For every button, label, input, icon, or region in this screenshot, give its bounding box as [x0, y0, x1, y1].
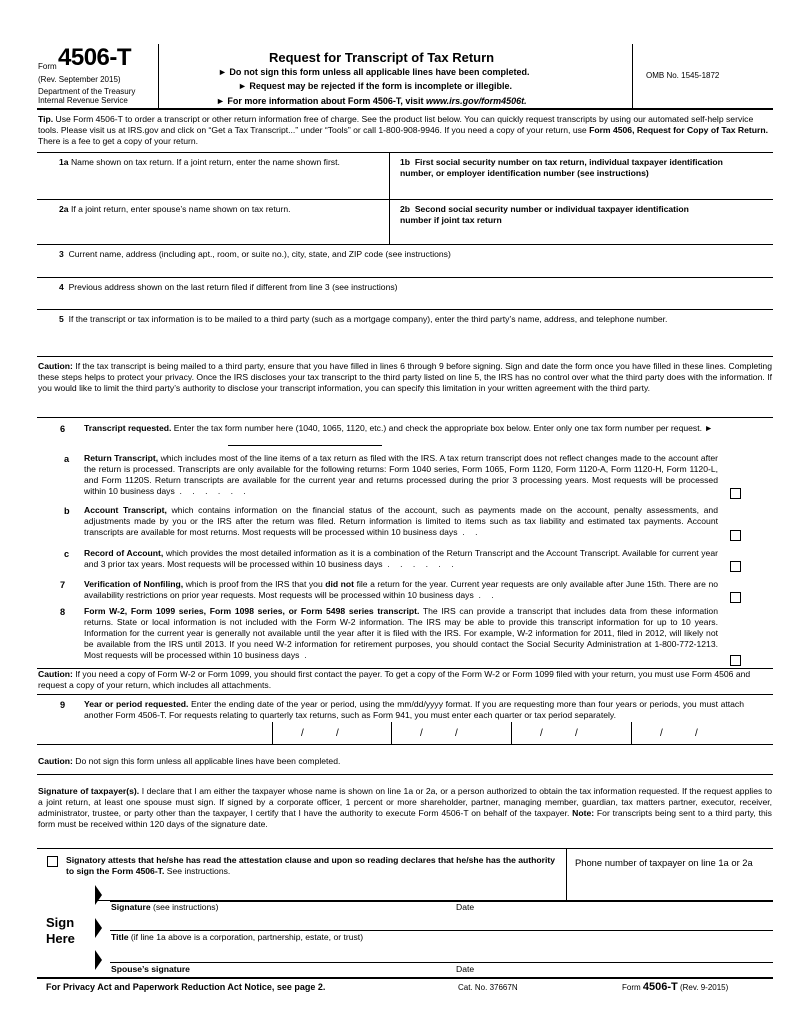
caution-third-party: Caution: If the tax transcript is being mailed to a third party, ensure that you have filled in lines 6 through 9 before signing. Sign and date the form once you have filled in these lines. Completing these steps helps to protect your privacy. Once the IRS discloses your tax transcript to the third party listed on line 5, the IRS has no control over what the third party does with the information. If you would like to limit the third party’s authority to disclose your transcript information, you can specify this limitation in your written agreement with the third party. — [38, 361, 772, 393]
line-6c-letter: c — [64, 549, 70, 559]
form-number: 4506-T — [58, 44, 132, 71]
department: Department of the Treasury — [38, 87, 136, 96]
line-1b[interactable]: 1b First social security number on tax return, individual taxpayer identification number, or employer identification number (see instructions) — [400, 157, 723, 178]
spouse-date-caption: Date — [456, 964, 475, 974]
line-1a[interactable]: 1a Name shown on tax return. If a joint return, enter the name shown first. — [59, 157, 340, 167]
attestation-text: Signatory attests that he/she has read the attestation clause and upon so reading declares that he/she has the authority to sign the Form 4506-T. See instructions. — [66, 855, 556, 876]
signature-declaration: Signature of taxpayer(s). I declare that I am either the taxpayer whose name is shown on line 1a or 2a, or a person authorized to obtain the tax information requested. If the request applies to a joint return, at least one spouse must sign. If signed by a corporate officer, 1 percent or more shareholder, partner, managing member, guardian, tax matters partner, executor, receiver, administrator, trustee, or party other than the taxpayer, I certify that I have the authority to execute Form 4506-T on behalf of the taxpayer. Note: For transcripts being sent to a third party, this form must be received within 120 days of the signature date. — [38, 786, 772, 829]
tip-paragraph: Tip. Use Form 4506-T to order a transcript or other return information free of charge. See the product list below. You can quickly request transcripts by using our automated self-help service tools. Please visit us at IRS.gov and click on “Get a Tax Transcript...” under “Tools” or call 1-800-908-9946. If you need a copy of your return, use Form 4506, Request for Copy of Tax Return. There is a fee to get a copy of your return. — [38, 114, 768, 146]
signature-field[interactable] — [110, 884, 440, 900]
caution-w2-copy: Caution: If you need a copy of Form W-2 or Form 1099, you should first contact the payer. To get a copy of the Form W-2 or Form 1099 filed with your return, you must use Form 4506 and request a copy of your return, which includes all attachments. — [38, 669, 751, 690]
signature-caption: Signature (see instructions) — [111, 902, 219, 912]
line-3[interactable]: 3 Current name, address (including apt., room, or suite no.), city, state, and ZIP code (see instructions) — [59, 249, 451, 259]
title-field[interactable] — [110, 913, 710, 929]
instruction-bullet: ► Do not sign this form unless all applicable lines have been completed. — [218, 67, 530, 77]
line-2b[interactable]: 2b Second social security number or individual taxpayer identification number if joint tax return — [400, 204, 689, 225]
phone-number-field[interactable]: Phone number of taxpayer on line 1a or 2a — [575, 857, 753, 868]
return-transcript-checkbox[interactable] — [730, 488, 741, 499]
date-caption: Date — [456, 902, 475, 912]
line-8-number: 8 — [60, 607, 66, 617]
instruction-bullet: ► Request may be rejected if the form is incomplete or illegible. — [238, 81, 512, 91]
record-of-account-checkbox[interactable] — [730, 561, 741, 572]
spouse-arrow-icon — [95, 950, 102, 970]
period-field-3[interactable]: / / — [540, 728, 578, 739]
line-6a-text: Return Transcript, which includes most of the line items of a tax return as filed with the IRS. A tax return transcript does not reflect changes made to the account after the return is processed. Transcripts are only available for the following returns: Form 1040 series, Form 1065, Form 1120, Form 1120-A, Form 1120-H, Form 1120-L, and Form 1120S. Return transcripts are available for the current year and returns processed during the prior 3 processing years. Most requests will be processed within 10 business days . . . . . . — [84, 453, 718, 496]
line-8-text: Form W-2, Form 1099 series, Form 1098 series, or Form 5498 series transcript. The IRS can provide a transcript that includes data from these information returns. State or local information is not included with the Form W-2 information. The IRS may be able to provide this transcript information for up to 10 years. Information for the current year is generally not available until the year after it is filed with the IRS. For example, W-2 information for 2011, filed in 2012, will likely not be available from the IRS until 2013. If you need W-2 information for retirement purposes, you should contact the Social Security Administration at 1-800-772-1213. Most requests will be processed within 10 business days . — [84, 606, 718, 660]
w2-1099-transcript-checkbox[interactable] — [730, 655, 741, 666]
period-field-1[interactable]: / / — [301, 728, 339, 739]
sign-arrow-icon — [95, 885, 102, 905]
line-6c-text: Record of Account, which provides the most detailed information as it is a combination of the Return Transcript and the Account Transcript. Available for current year and 3 prior tax years. Most requests will be processed within 10 business days . . . . . . — [84, 548, 718, 569]
line-4[interactable]: 4 Previous address shown on the last return filed if different from line 3 (see instructions) — [59, 282, 398, 292]
title-caption: Title (if line 1a above is a corporation, partnership, estate, or trust) — [111, 932, 364, 942]
revision-date: (Rev. September 2015) — [38, 75, 121, 84]
spouse-signature-field[interactable] — [110, 946, 440, 962]
line-6a-letter: a — [64, 454, 70, 464]
tax-form-number-field[interactable] — [228, 445, 382, 446]
verification-nonfiling-checkbox[interactable] — [730, 592, 741, 603]
attestation-checkbox[interactable] — [47, 856, 58, 867]
line-6-text: Transcript requested. Enter the tax form number here (1040, 1065, 1120, etc.) and check the appropriate box below. Enter only one tax form number per request. ► — [84, 423, 713, 433]
here-label: Here — [46, 931, 75, 946]
privacy-notice: For Privacy Act and Paperwork Reduction Act Notice, see page 2. — [46, 982, 326, 992]
caution-sign: Caution: Do not sign this form unless all applicable lines have been completed. — [38, 756, 341, 766]
form-title: Request for Transcript of Tax Return — [269, 50, 495, 65]
date-field[interactable] — [456, 884, 656, 900]
form-word: Form — [38, 62, 57, 71]
spouse-signature-caption: Spouse’s signature — [111, 964, 190, 974]
account-transcript-checkbox[interactable] — [730, 530, 741, 541]
line-7-number: 7 — [60, 580, 66, 590]
period-field-2[interactable]: / / — [420, 728, 458, 739]
line-6b-text: Account Transcript, which contains information on the financial status of the account, such as payments made on the account, penalty assessments, and adjustments made by you or the IRS after the return was filed. Return information is limited to items such as tax liability and estimated tax payments. Account transcripts are available for most returns. Most requests will be processed within 10 business days . . — [84, 505, 718, 537]
sign-label: Sign — [46, 915, 75, 930]
title-arrow-icon — [95, 918, 102, 938]
catalog-number: Cat. No. 37667N — [458, 983, 518, 992]
line-2a[interactable]: 2a If a joint return, enter spouse’s name shown on tax return. — [59, 204, 291, 214]
agency: Internal Revenue Service — [38, 96, 128, 105]
irs-link[interactable]: www.irs.gov/form4506t. — [425, 96, 527, 106]
omb-number: OMB No. 1545-1872 — [646, 71, 720, 80]
line-9-text: Year or period requested. Enter the ending date of the year or period, using the mm/dd/yyyy format. If you are requesting more than four years or periods, you must attach another Form 4506-T. For requests relating to quarterly tax returns, such as Form 941, you must enter each quarter or tax period separately. — [84, 699, 744, 720]
period-field-4[interactable]: / / — [660, 728, 698, 739]
line-7-text: Verification of Nonfiling, which is proof from the IRS that you did not file a return for the year. Current year requests are only available after June 15th. There are no availability restrictions on prior year requests. Most requests will be processed within 10 business days . . — [84, 579, 718, 600]
spouse-date-field[interactable] — [456, 946, 656, 962]
footer-form-id: Form 4506-T (Rev. 9-2015) — [622, 981, 729, 993]
line-6b-letter: b — [64, 506, 70, 516]
line-6-number: 6 — [60, 424, 66, 434]
instruction-bullet: ► For more information about Form 4506-T, visit www.irs.gov/form4506t. — [216, 96, 527, 106]
line-5[interactable]: 5 If the transcript or tax information is to be mailed to a third party (such as a mortgage company), enter the third party’s name, address, and telephone number. — [59, 314, 668, 324]
line-9-number: 9 — [60, 700, 66, 710]
